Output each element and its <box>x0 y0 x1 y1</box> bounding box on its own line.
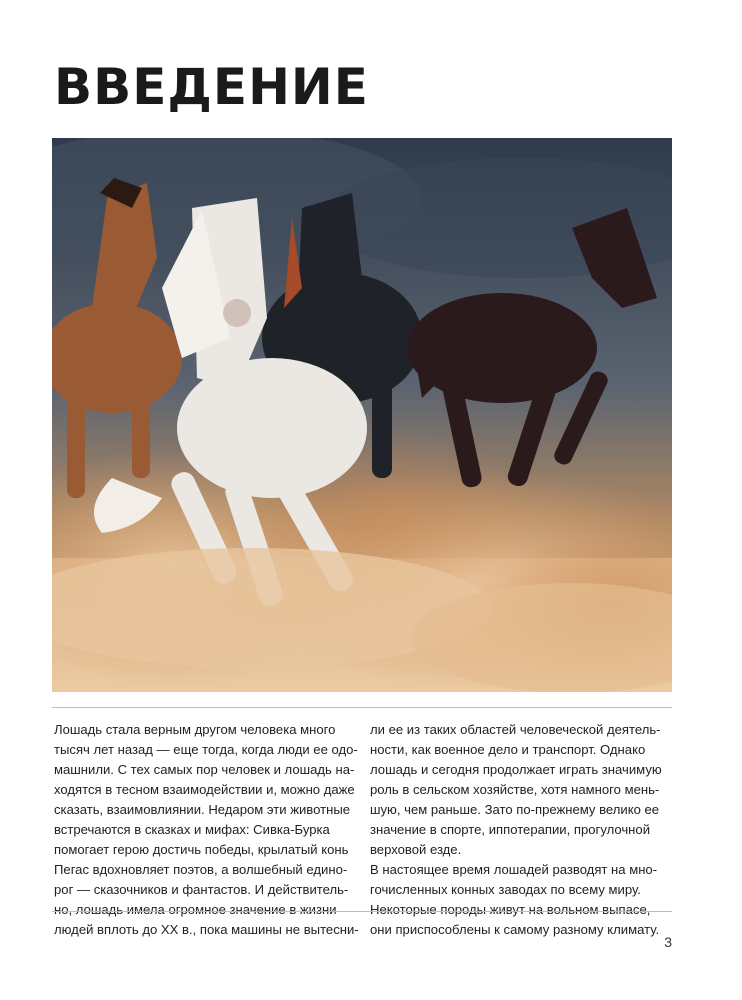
text-line: ли ее из таких областей человеческой деятель- <box>370 722 661 737</box>
text-line: тысяч лет назад — еще тогда, когда люди ее одо- <box>54 742 358 757</box>
text-line: В настоящее время лошадей разводят на мно- <box>370 862 658 877</box>
text-line: шую, чем раньше. Зато по-прежнему велико ее <box>370 802 660 817</box>
page-number: 3 <box>664 934 672 950</box>
text-line: сказать, взаимовлиянии. Недаром эти животные <box>54 802 351 817</box>
text-line: роль в сельском хозяйстве, хотя намного мень- <box>370 782 660 797</box>
text-line: лошадь и сегодня продолжает играть значимую <box>370 762 662 777</box>
text-line: ности, как военное дело и транспорт. Однако <box>370 742 646 757</box>
top-divider <box>52 707 672 708</box>
text-column-left <box>54 720 359 940</box>
text-line: рог — сказочников и фантастов. И действитель- <box>54 882 349 897</box>
text-line: машнили. С тех самых пор человек и лошадь на- <box>54 762 355 777</box>
text-line: Лошадь стала верным другом человека много <box>54 722 336 737</box>
text-line: значение в спорте, иппотерапии, прогулочной <box>370 822 651 837</box>
bottom-divider <box>52 911 672 912</box>
text-line: Некоторые породы живут на вольном выпасе, <box>370 902 651 917</box>
horses-photo <box>52 138 672 692</box>
text-line: Пегас вдохновляет поэтов, а волшебный едино- <box>54 862 348 877</box>
text-line: верховой езде. <box>370 842 462 857</box>
text-line: помогает герою достичь победы, крылатый конь <box>54 842 349 857</box>
text-line: встречаются в сказках и мифах: Сивка-Бурка <box>54 822 330 837</box>
text-line: они приспособлены к самому разному климату. <box>370 922 660 937</box>
text-column-right <box>370 720 668 940</box>
text-line: ходятся в тесном взаимодействии и, можно даже <box>54 782 355 797</box>
text-line: но, лошадь имела огромное значение в жизни <box>54 902 337 917</box>
text-line: гочисленных конных заводах по всему миру. <box>370 882 641 897</box>
page-title: ВВЕДЕНИЕ <box>54 58 369 116</box>
text-line: людей вплоть до ХХ в., пока машины не вытесни- <box>54 922 359 937</box>
